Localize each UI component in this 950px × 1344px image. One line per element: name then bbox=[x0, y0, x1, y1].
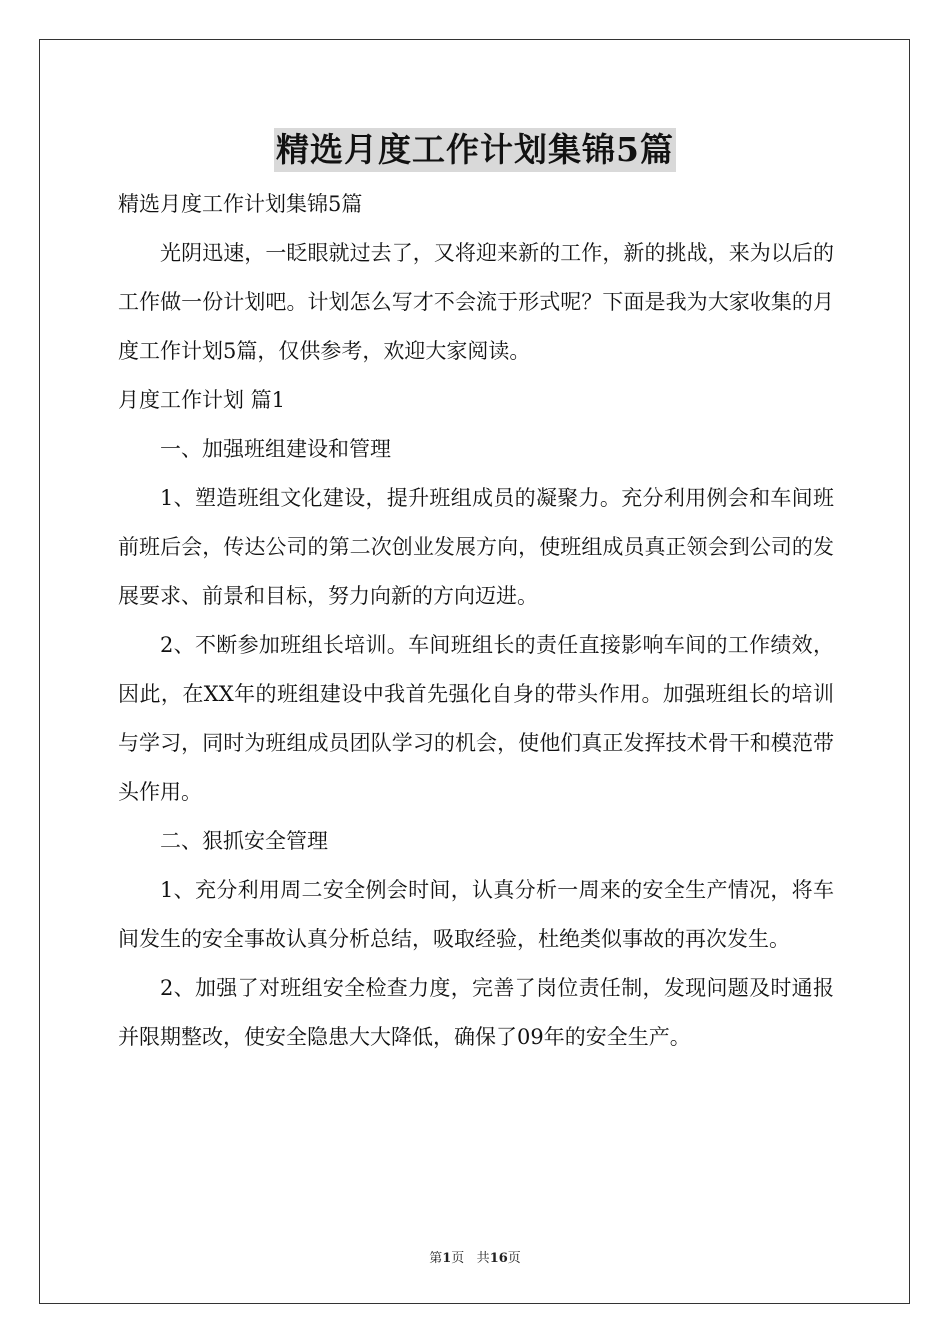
footer-total-prefix: 共 bbox=[476, 1251, 490, 1266]
paragraph-safety-meeting: 1、充分利用周二安全例会时间，认真分析一周来的安全生产情况，将车间发生的安全事故认真分析总结，吸取经验，杜绝类似事故的再次发生。 bbox=[118, 878, 834, 951]
footer-total-pages: 16 bbox=[489, 1251, 508, 1266]
heading-team-building: 一、加强班组建设和管理 bbox=[160, 437, 391, 461]
heading-safety: 二、狠抓安全管理 bbox=[160, 829, 328, 853]
subtitle-line: 精选月度工作计划集锦5篇 bbox=[118, 192, 363, 216]
document-body bbox=[118, 180, 834, 1062]
footer-total-suffix: 页 bbox=[507, 1251, 521, 1266]
intro-paragraph: 光阴迅速，一眨眼就过去了，又将迎来新的工作，新的挑战，来为以后的工作做一份计划吧。计划怎么写才不会流于形式呢？下面是我为大家收集的月度工作计划5篇，仅供参考，欢迎大家阅读。 bbox=[118, 241, 834, 363]
title-container bbox=[0, 128, 950, 172]
paragraph-team-training: 2、不断参加班组长培训。车间班组长的责任直接影响车间的工作绩效，因此，在XX年的班组建设中我首先强化自身的带头作用。加强班组长的培训与学习，同时为班组成员团队学习的机会，使他们真正发挥技术骨干和模范带头作用。 bbox=[118, 633, 834, 804]
paragraph-team-culture: 1、塑造班组文化建设，提升班组成员的凝聚力。充分利用例会和车间班前班后会，传达公司的第二次创业发展方向，使班组成员真正领会到公司的发展要求、前景和目标，努力向新的方向迈进。 bbox=[118, 486, 834, 608]
footer-prefix: 第 bbox=[429, 1251, 443, 1266]
footer-page-suffix: 页 bbox=[451, 1251, 465, 1266]
section-heading-plan-1: 月度工作计划 篇1 bbox=[118, 388, 286, 412]
page-footer bbox=[0, 1247, 950, 1266]
footer-page-number: 1 bbox=[442, 1251, 452, 1266]
paragraph-safety-inspection: 2、加强了对班组安全检查力度，完善了岗位责任制，发现问题及时通报并限期整改，使安全隐患大大降低，确保了09年的安全生产。 bbox=[118, 976, 834, 1049]
document-title: 精选月度工作计划集锦5篇 bbox=[274, 128, 676, 172]
